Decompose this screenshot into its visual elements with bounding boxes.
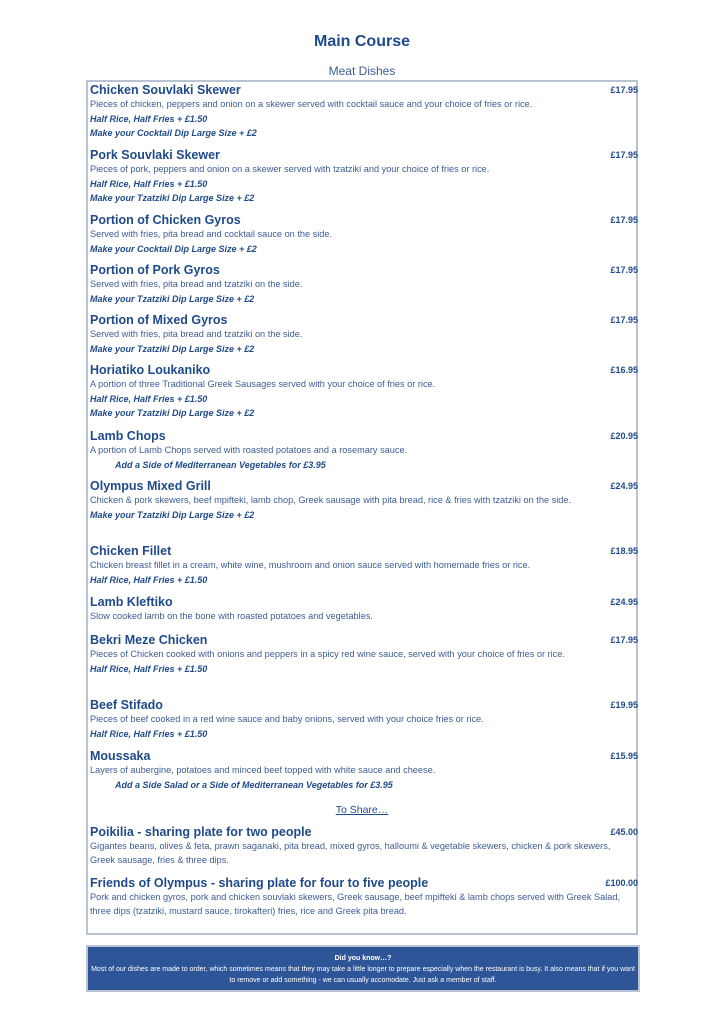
item-name: Poikilia - sharing plate for two people (90, 825, 312, 839)
item-description: Pieces of pork, peppers and onion on a skewer served with tzatziki and your choice of fries or rice. (90, 164, 490, 174)
menu-item (90, 478, 638, 522)
item-price: £19.95 (610, 700, 638, 710)
page-title: Main Course (313, 33, 410, 50)
item-price: £17.95 (610, 635, 638, 645)
menu-item (90, 543, 638, 587)
item-price: £17.95 (610, 265, 638, 275)
menu-item (90, 362, 638, 420)
item-description: A portion of three Traditional Greek Sausages served with your choice of fries or rice. (90, 379, 436, 389)
item-extra: Make your Tzatziki Dip Large Size + £2 (90, 407, 255, 418)
item-extra: Add a Side Salad or a Side of Mediterranean Vegetables for £3.95 (115, 779, 393, 790)
item-description: Layers of aubergine, potatoes and minced beef topped with white sauce and cheese. (90, 765, 436, 775)
item-extra: Make your Cocktail Dip Large Size + £2 (90, 127, 257, 138)
item-price: £20.95 (610, 431, 638, 441)
item-extra: Half Rice, Half Fries + £1.50 (90, 113, 208, 124)
item-description: Served with fries, pita bread and tzatziki on the side. (90, 279, 303, 289)
item-extra: Half Rice, Half Fries + £1.50 (90, 663, 208, 674)
menu-item (90, 262, 638, 306)
item-extra: Half Rice, Half Fries + £1.50 (90, 574, 208, 585)
item-name: Beef Stifado (90, 698, 163, 712)
menu-item (90, 875, 638, 918)
item-name: Lamb Kleftiko (90, 595, 173, 609)
item-price: £15.95 (610, 751, 638, 761)
footer-heading: Did you know…? (334, 955, 392, 962)
item-price: £24.95 (610, 481, 638, 491)
item-description: Pieces of Chicken cooked with onions and peppers in a spicy red wine sauce, served with your choice of fries or rice. (90, 649, 565, 659)
section-subtitle: Meat Dishes (328, 64, 396, 78)
item-price: £100.00 (605, 878, 638, 888)
item-extra: Make your Cocktail Dip Large Size + £2 (90, 243, 257, 254)
item-description: A portion of Lamb Chops served with roasted potatoes and a rosemary sauce. (90, 445, 408, 455)
menu-item (90, 212, 638, 256)
item-description: Gigantes beans, olives & feta, prawn saganaki, pita bread, mixed gyros, halloumi & vegetable skewers, chicken & pork skewers, Greek sausage, fries & three dips. (90, 841, 611, 865)
menu-item (90, 312, 638, 356)
item-name: Pork Souvlaki Skewer (90, 148, 220, 162)
item-description: Pieces of beef cooked in a red wine sauce and baby onions, served with your choice fries or rice. (90, 714, 484, 724)
item-extra: Half Rice, Half Fries + £1.50 (90, 393, 208, 404)
item-extra: Make your Tzatziki Dip Large Size + £2 (90, 192, 255, 203)
item-name: Chicken Souvlaki Skewer (90, 83, 241, 97)
item-extra: Make your Tzatziki Dip Large Size + £2 (90, 343, 255, 354)
item-description: Pork and chicken gyros, pork and chicken souvlaki skewers, Greek sausage, beef mpifteki & lamb chops served with Greek Salad, three dips (tzatziki, mustard sauce, tirokafteri) fries, rice and Greek pita bread. (90, 892, 621, 916)
item-name: Horiatiko Loukaniko (90, 363, 211, 377)
item-price: £18.95 (610, 546, 638, 556)
menu-item (90, 82, 638, 140)
item-extra: Add a Side of Mediterranean Vegetables for £3.95 (115, 459, 326, 470)
item-name: Olympus Mixed Grill (90, 479, 211, 493)
share-heading: To Share… (335, 804, 389, 816)
item-name: Lamb Chops (90, 429, 166, 443)
item-description: Slow cooked lamb on the bone with roasted potatoes and vegetables. (90, 611, 373, 621)
item-price: £17.95 (610, 150, 638, 160)
item-name: Chicken Fillet (90, 544, 172, 558)
item-description: Chicken & pork skewers, beef mpifteki, lamb chop, Greek sausage with pita bread, rice & fries with tzatziki on the side. (90, 495, 572, 505)
item-price: £17.95 (610, 215, 638, 225)
item-extra: Make your Tzatziki Dip Large Size + £2 (90, 293, 255, 304)
item-extra: Half Rice, Half Fries + £1.50 (90, 178, 208, 189)
item-price: £17.95 (610, 85, 638, 95)
item-name: Portion of Mixed Gyros (90, 313, 228, 327)
menu-item (90, 147, 638, 205)
item-description: Served with fries, pita bread and cocktail sauce on the side. (90, 229, 333, 239)
menu-item (90, 824, 638, 867)
menu-item (90, 748, 638, 792)
item-description: Served with fries, pita bread and tzatziki on the side. (90, 329, 303, 339)
item-name: Moussaka (90, 749, 151, 763)
item-extra: Make your Tzatziki Dip Large Size + £2 (90, 509, 255, 520)
item-extra: Half Rice, Half Fries + £1.50 (90, 728, 208, 739)
item-name: Portion of Pork Gyros (90, 263, 220, 277)
menu-item (90, 428, 638, 472)
item-description: Pieces of chicken, peppers and onion on a skewer served with cocktail sauce and your choice of fries or rice. (90, 99, 533, 109)
item-price: £16.95 (610, 365, 638, 375)
item-price: £45.00 (610, 827, 638, 837)
menu-item (90, 697, 638, 741)
menu-item (90, 594, 638, 624)
footer-text: Most of our dishes are made to order, which sometimes means that they may take a little longer to prepare especially when the restaurant is busy. It also means that if you want to remove or add something - we can usually accomodate. Just ask a member of staff. (91, 966, 635, 984)
item-name: Portion of Chicken Gyros (90, 213, 241, 227)
item-price: £24.95 (610, 597, 638, 607)
item-name: Bekri Meze Chicken (90, 633, 208, 647)
did-you-know-banner (86, 945, 640, 992)
item-description: Chicken breast fillet in a cream, white wine, mushroom and onion sauce served with homemade fries or rice. (90, 560, 531, 570)
item-name: Friends of Olympus - sharing plate for four to five people (90, 876, 429, 890)
menu-item (90, 632, 638, 676)
item-price: £17.95 (610, 315, 638, 325)
